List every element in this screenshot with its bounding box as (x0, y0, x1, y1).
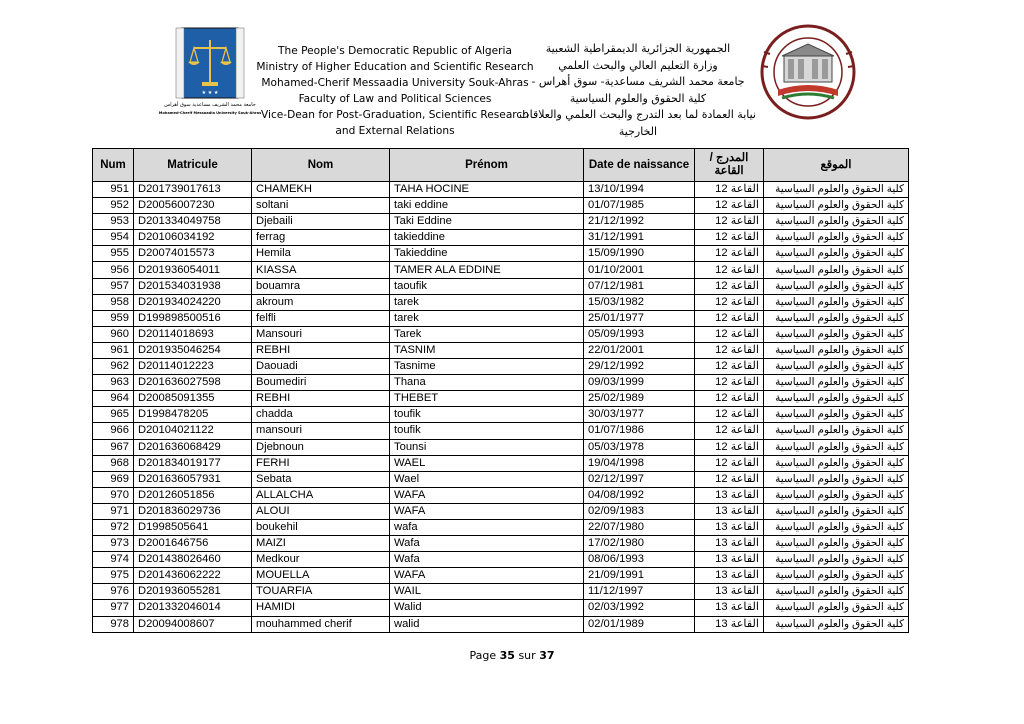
cell-birth-date: 01/07/1985 (584, 198, 695, 214)
logo-caption: Mohamed-Cherif Messaadia University Souk-Ahras (158, 111, 262, 115)
table-row (93, 262, 909, 278)
cell-matricule: D201935046254 (134, 342, 252, 358)
cell-nom: soltani (252, 198, 390, 214)
cell-nom: FERHI (252, 455, 390, 471)
cell-prenom: THEBET (390, 391, 584, 407)
cell-matricule: D201436062222 (134, 568, 252, 584)
cell-nom: REBHI (252, 342, 390, 358)
cell-birth-date: 21/09/1991 (584, 568, 695, 584)
cell-birth-date: 15/03/1982 (584, 294, 695, 310)
column-header-birth-date: Date de naissance (584, 149, 695, 182)
table-row (93, 310, 909, 326)
cell-hall: القاعة 12 (695, 294, 764, 310)
cell-nom: felfli (252, 310, 390, 326)
table-row (93, 616, 909, 632)
table-row (93, 326, 909, 342)
cell-nom: Djebnoun (252, 439, 390, 455)
cell-location: كلية الحقوق والعلوم السياسية (764, 342, 909, 358)
cell-hall: القاعة 13 (695, 519, 764, 535)
cell-hall: القاعة 12 (695, 423, 764, 439)
cell-num: 957 (93, 278, 134, 294)
cell-matricule: D201936054011 (134, 262, 252, 278)
cell-birth-date: 02/01/1989 (584, 616, 695, 632)
cell-nom: Hemila (252, 246, 390, 262)
cell-hall: القاعة 13 (695, 616, 764, 632)
cell-location: كلية الحقوق والعلوم السياسية (764, 326, 909, 342)
cell-prenom: Wael (390, 471, 584, 487)
cell-hall: القاعة 13 (695, 600, 764, 616)
table-row (93, 342, 909, 358)
cell-birth-date: 25/02/1989 (584, 391, 695, 407)
cell-hall: القاعة 12 (695, 407, 764, 423)
table-row (93, 471, 909, 487)
cell-location: كلية الحقوق والعلوم السياسية (764, 584, 909, 600)
logo-caption-ar: جامعة محمد الشريف مساعدية سوق أهراس (164, 102, 256, 108)
table-row (93, 584, 909, 600)
cell-birth-date: 17/02/1980 (584, 536, 695, 552)
cell-nom: Mansouri (252, 326, 390, 342)
table-row (93, 278, 909, 294)
table-row (93, 423, 909, 439)
cell-prenom: taki eddine (390, 198, 584, 214)
table-row (93, 568, 909, 584)
cell-matricule: D201534031938 (134, 278, 252, 294)
cell-location: كلية الحقوق والعلوم السياسية (764, 439, 909, 455)
header-ar-line: كلية الحقوق والعلوم السياسية (569, 91, 707, 105)
cell-num: 972 (93, 519, 134, 535)
table-row (93, 536, 909, 552)
cell-location: كلية الحقوق والعلوم السياسية (764, 423, 909, 439)
cell-nom: Medkour (252, 552, 390, 568)
page-header (0, 0, 1024, 140)
cell-num: 970 (93, 487, 134, 503)
cell-location: كلية الحقوق والعلوم السياسية (764, 519, 909, 535)
cell-matricule: D20085091355 (134, 391, 252, 407)
cell-prenom: Tounsi (390, 439, 584, 455)
cell-prenom: Wafa (390, 536, 584, 552)
cell-hall: القاعة 12 (695, 326, 764, 342)
table-header-row (93, 149, 909, 182)
cell-num: 966 (93, 423, 134, 439)
cell-hall: القاعة 12 (695, 342, 764, 358)
cell-birth-date: 19/04/1998 (584, 455, 695, 471)
cell-num: 971 (93, 503, 134, 519)
cell-birth-date: 08/06/1993 (584, 552, 695, 568)
page-footer (0, 649, 1024, 662)
cell-prenom: WAFA (390, 487, 584, 503)
cell-prenom: WAFA (390, 568, 584, 584)
cell-nom: MOUELLA (252, 568, 390, 584)
cell-birth-date: 29/12/1992 (584, 359, 695, 375)
cell-prenom: Walid (390, 600, 584, 616)
cell-hall: القاعة 12 (695, 246, 764, 262)
table-row (93, 519, 909, 535)
cell-num: 958 (93, 294, 134, 310)
header-ar-line: جامعة محمد الشريف مساعدية- سوق أهراس - (531, 75, 745, 88)
cell-hall: القاعة 12 (695, 310, 764, 326)
table-row (93, 359, 909, 375)
cell-num: 962 (93, 359, 134, 375)
cell-hall: القاعة 12 (695, 359, 764, 375)
cell-birth-date: 05/03/1978 (584, 439, 695, 455)
cell-num: 961 (93, 342, 134, 358)
footer-separator: sur (518, 649, 536, 662)
cell-matricule: D199898500516 (134, 310, 252, 326)
table-row (93, 407, 909, 423)
cell-nom: bouamra (252, 278, 390, 294)
table-row (93, 214, 909, 230)
column-header-num: Num (93, 149, 134, 182)
cell-prenom: TASNIM (390, 342, 584, 358)
faculty-logo (158, 26, 262, 118)
cell-hall: القاعة 12 (695, 214, 764, 230)
cell-num: 954 (93, 230, 134, 246)
cell-hall: القاعة 12 (695, 439, 764, 455)
cell-birth-date: 25/01/1977 (584, 310, 695, 326)
cell-matricule: D201636027598 (134, 375, 252, 391)
cell-hall: القاعة 13 (695, 568, 764, 584)
cell-matricule: D201836029736 (134, 503, 252, 519)
cell-hall: القاعة 12 (695, 198, 764, 214)
cell-birth-date: 31/12/1991 (584, 230, 695, 246)
cell-num: 974 (93, 552, 134, 568)
cell-birth-date: 22/01/2001 (584, 342, 695, 358)
cell-nom: HAMIDI (252, 600, 390, 616)
cell-hall: القاعة 13 (695, 536, 764, 552)
cell-prenom: WAIL (390, 584, 584, 600)
cell-birth-date: 22/07/1980 (584, 519, 695, 535)
cell-location: كلية الحقوق والعلوم السياسية (764, 503, 909, 519)
table-row (93, 487, 909, 503)
cell-prenom: Tarek (390, 326, 584, 342)
table-row (93, 375, 909, 391)
header-fr-line: Mohamed-Cherif Messaadia University Souk-Ahras (261, 77, 529, 89)
cell-hall: القاعة 12 (695, 278, 764, 294)
cell-location: كلية الحقوق والعلوم السياسية (764, 198, 909, 214)
cell-num: 978 (93, 616, 134, 632)
cell-matricule: D20114012223 (134, 359, 252, 375)
cell-matricule: D201636068429 (134, 439, 252, 455)
cell-nom: KIASSA (252, 262, 390, 278)
header-french (250, 43, 540, 139)
cell-location: كلية الحقوق والعلوم السياسية (764, 278, 909, 294)
cell-prenom: Wafa (390, 552, 584, 568)
table-row (93, 439, 909, 455)
cell-hall: القاعة 13 (695, 584, 764, 600)
cell-nom: chadda (252, 407, 390, 423)
header-fr-line: Ministry of Higher Education and Scientific Research (256, 61, 534, 73)
table-row (93, 182, 909, 198)
cell-num: 969 (93, 471, 134, 487)
cell-num: 967 (93, 439, 134, 455)
header-fr-line: The People's Democratic Republic of Algeria (278, 45, 512, 57)
cell-location: كلية الحقوق والعلوم السياسية (764, 616, 909, 632)
cell-nom: Djebaili (252, 214, 390, 230)
cell-hall: القاعة 12 (695, 182, 764, 198)
cell-birth-date: 04/08/1992 (584, 487, 695, 503)
cell-prenom: taoufik (390, 278, 584, 294)
table-row (93, 391, 909, 407)
cell-nom: Boumediri (252, 375, 390, 391)
column-header-location: الموقع (764, 149, 909, 182)
cell-prenom: toufik (390, 423, 584, 439)
cell-hall: القاعة 12 (695, 230, 764, 246)
table-row (93, 455, 909, 471)
footer-page-number: 35 (499, 649, 515, 662)
cell-birth-date: 21/12/1992 (584, 214, 695, 230)
table-row (93, 600, 909, 616)
cell-num: 968 (93, 455, 134, 471)
cell-prenom: tarek (390, 294, 584, 310)
cell-birth-date: 07/12/1981 (584, 278, 695, 294)
cell-prenom: walid (390, 616, 584, 632)
column-header-prenom: Prénom (390, 149, 584, 182)
cell-hall: القاعة 12 (695, 455, 764, 471)
cell-location: كلية الحقوق والعلوم السياسية (764, 359, 909, 375)
column-header-nom: Nom (252, 149, 390, 182)
cell-nom: CHAMEKH (252, 182, 390, 198)
cell-location: كلية الحقوق والعلوم السياسية (764, 230, 909, 246)
cell-matricule: D1998505641 (134, 519, 252, 535)
cell-num: 973 (93, 536, 134, 552)
cell-num: 975 (93, 568, 134, 584)
cell-birth-date: 13/10/1994 (584, 182, 695, 198)
cell-location: كلية الحقوق والعلوم السياسية (764, 407, 909, 423)
cell-matricule: D20104021122 (134, 423, 252, 439)
cell-matricule: D201834019177 (134, 455, 252, 471)
column-header-hall: المدرج / القاعة (695, 149, 764, 182)
cell-birth-date: 02/09/1983 (584, 503, 695, 519)
cell-num: 951 (93, 182, 134, 198)
header-fr-line: Vice-Dean for Post-Graduation, Scientific Research (261, 109, 529, 121)
cell-matricule: D20114018693 (134, 326, 252, 342)
cell-nom: boukehil (252, 519, 390, 535)
cell-birth-date: 11/12/1997 (584, 584, 695, 600)
cell-matricule: D201334049758 (134, 214, 252, 230)
cell-num: 976 (93, 584, 134, 600)
cell-location: كلية الحقوق والعلوم السياسية (764, 214, 909, 230)
cell-matricule: D20106034192 (134, 230, 252, 246)
cell-location: كلية الحقوق والعلوم السياسية (764, 600, 909, 616)
cell-num: 965 (93, 407, 134, 423)
cell-nom: akroum (252, 294, 390, 310)
cell-location: كلية الحقوق والعلوم السياسية (764, 552, 909, 568)
cell-nom: ferrag (252, 230, 390, 246)
cell-nom: mansouri (252, 423, 390, 439)
cell-prenom: takieddine (390, 230, 584, 246)
cell-matricule: D20074015573 (134, 246, 252, 262)
svg-text:★ ★ ★: ★ ★ ★ (201, 90, 219, 96)
cell-prenom: Thana (390, 375, 584, 391)
cell-hall: القاعة 13 (695, 552, 764, 568)
column-header-matricule: Matricule (134, 149, 252, 182)
table-row (93, 230, 909, 246)
cell-prenom: TAHA HOCINE (390, 182, 584, 198)
cell-matricule: D201438026460 (134, 552, 252, 568)
cell-hall: القاعة 12 (695, 471, 764, 487)
header-ar-line: الخارجية (618, 124, 658, 138)
table-body (93, 182, 909, 633)
cell-birth-date: 02/03/1992 (584, 600, 695, 616)
cell-birth-date: 01/10/2001 (584, 262, 695, 278)
cell-num: 960 (93, 326, 134, 342)
cell-matricule: D20056007230 (134, 198, 252, 214)
cell-matricule: D201636057931 (134, 471, 252, 487)
table-row (93, 503, 909, 519)
cell-prenom: Taki Eddine (390, 214, 584, 230)
cell-matricule: D1998478205 (134, 407, 252, 423)
cell-location: كلية الحقوق والعلوم السياسية (764, 182, 909, 198)
cell-nom: TOUARFIA (252, 584, 390, 600)
table-row (93, 294, 909, 310)
table-row (93, 552, 909, 568)
cell-num: 952 (93, 198, 134, 214)
cell-birth-date: 30/03/1977 (584, 407, 695, 423)
cell-num: 956 (93, 262, 134, 278)
cell-matricule: D201936055281 (134, 584, 252, 600)
cell-location: كلية الحقوق والعلوم السياسية (764, 536, 909, 552)
cell-hall: القاعة 13 (695, 503, 764, 519)
header-arabic (520, 41, 756, 140)
cell-birth-date: 05/09/1993 (584, 326, 695, 342)
cell-location: كلية الحقوق والعلوم السياسية (764, 455, 909, 471)
cell-prenom: WAEL (390, 455, 584, 471)
cell-birth-date: 09/03/1999 (584, 375, 695, 391)
cell-num: 959 (93, 310, 134, 326)
cell-num: 955 (93, 246, 134, 262)
cell-nom: ALOUI (252, 503, 390, 519)
university-seal (752, 22, 864, 122)
cell-num: 977 (93, 600, 134, 616)
cell-num: 953 (93, 214, 134, 230)
cell-nom: REBHI (252, 391, 390, 407)
footer-prefix: Page (469, 649, 497, 662)
cell-birth-date: 15/09/1990 (584, 246, 695, 262)
cell-prenom: TAMER ALA EDDINE (390, 262, 584, 278)
cell-prenom: wafa (390, 519, 584, 535)
table-row (93, 246, 909, 262)
cell-matricule: D201332046014 (134, 600, 252, 616)
cell-location: كلية الحقوق والعلوم السياسية (764, 246, 909, 262)
table-row (93, 198, 909, 214)
cell-matricule: D20094008607 (134, 616, 252, 632)
cell-num: 964 (93, 391, 134, 407)
cell-location: كلية الحقوق والعلوم السياسية (764, 568, 909, 584)
cell-prenom: tarek (390, 310, 584, 326)
cell-nom: Daouadi (252, 359, 390, 375)
header-ar-line: نيابة العمادة لما بعد التدرج والبحث العلمي والعلاقات (519, 108, 756, 121)
cell-hall: القاعة 12 (695, 262, 764, 278)
cell-birth-date: 02/12/1997 (584, 471, 695, 487)
footer-page-total: 37 (539, 649, 555, 662)
cell-location: كلية الحقوق والعلوم السياسية (764, 375, 909, 391)
cell-location: كلية الحقوق والعلوم السياسية (764, 391, 909, 407)
cell-num: 963 (93, 375, 134, 391)
cell-matricule: D201739017613 (134, 182, 252, 198)
cell-nom: ALLALCHA (252, 487, 390, 503)
cell-nom: mouhammed cherif (252, 616, 390, 632)
header-fr-line: Faculty of Law and Political Sciences (298, 93, 492, 105)
cell-location: كلية الحقوق والعلوم السياسية (764, 310, 909, 326)
cell-hall: القاعة 12 (695, 375, 764, 391)
cell-matricule: D2001646756 (134, 536, 252, 552)
cell-location: كلية الحقوق والعلوم السياسية (764, 487, 909, 503)
cell-hall: القاعة 13 (695, 487, 764, 503)
cell-location: كلية الحقوق والعلوم السياسية (764, 294, 909, 310)
cell-prenom: WAFA (390, 503, 584, 519)
cell-hall: القاعة 12 (695, 391, 764, 407)
candidates-table (92, 148, 909, 633)
cell-matricule: D201934024220 (134, 294, 252, 310)
cell-birth-date: 01/07/1986 (584, 423, 695, 439)
header-ar-line: وزارة التعليم العالي والبحث العلمي (558, 58, 718, 72)
cell-location: كلية الحقوق والعلوم السياسية (764, 471, 909, 487)
cell-nom: MAIZI (252, 536, 390, 552)
cell-matricule: D20126051856 (134, 487, 252, 503)
cell-location: كلية الحقوق والعلوم السياسية (764, 262, 909, 278)
cell-prenom: toufik (390, 407, 584, 423)
header-ar-line: الجمهورية الجزائرية الديمقراطية الشعبية (545, 42, 731, 55)
cell-prenom: Takieddine (390, 246, 584, 262)
cell-prenom: Tasnime (390, 359, 584, 375)
cell-nom: Sebata (252, 471, 390, 487)
header-fr-line: and External Relations (335, 125, 455, 137)
